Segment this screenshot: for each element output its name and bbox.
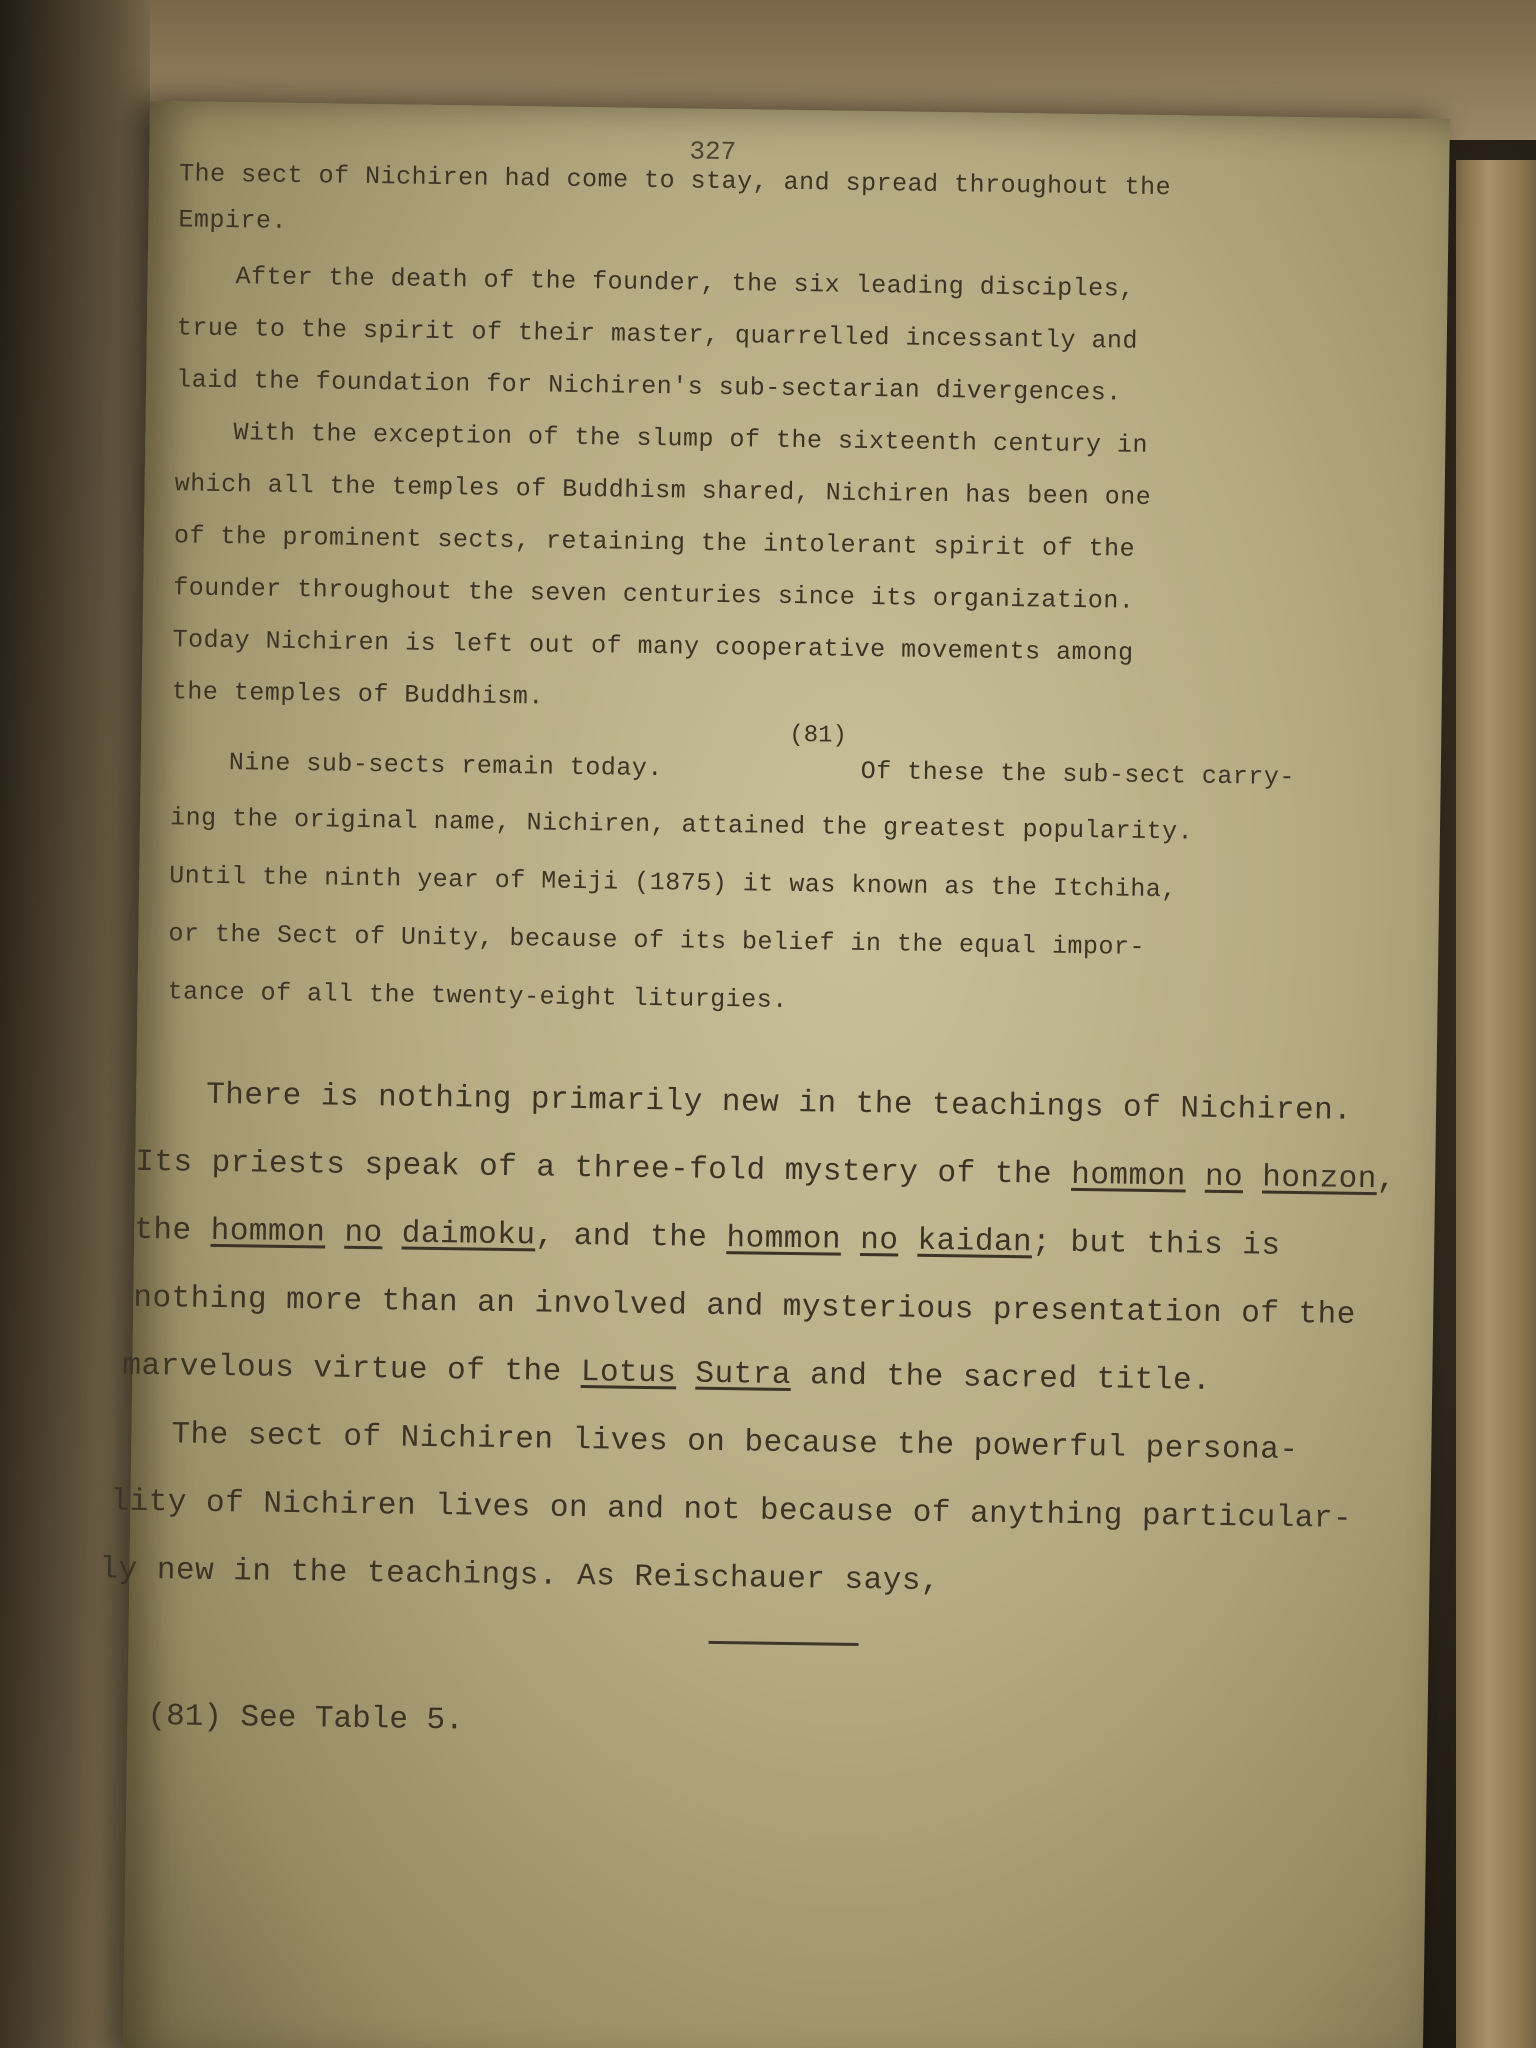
document-page: [99, 101, 1450, 2048]
text-line: [134, 1213, 1281, 1264]
footnote-reference: (81): [789, 721, 848, 750]
text-line: Today Nichiren is left out of many cooperative movements among: [172, 625, 1134, 668]
text-line: After the death of the founder, the six leading disciples,: [235, 262, 1135, 304]
text-span: the: [134, 1212, 211, 1249]
footnote-divider: [709, 1641, 859, 1646]
underlined-term: no: [1204, 1159, 1244, 1196]
text-line: Empire.: [178, 205, 288, 236]
text-line: ing the original name, Nichiren, attained the greatest popularity.: [169, 803, 1194, 847]
text-line: which all the temples of Buddhism shared, Nichiren has been one: [174, 469, 1152, 512]
underlined-term: daimoku: [401, 1216, 536, 1254]
text-span: ,: [1376, 1162, 1397, 1198]
text-line: ly new in the teachings. As Reischauer says,: [99, 1552, 941, 1600]
underlined-term: Lotus: [580, 1355, 677, 1392]
text-line: [229, 748, 663, 783]
text-line: The sect of Nichiren had come to stay, and spread throughout the: [178, 159, 1172, 203]
text-line: Of these the sub-sect carry-: [860, 756, 1296, 792]
text-line: the temples of Buddhism.: [171, 677, 545, 712]
footnote: (81) See Table 5.: [147, 1699, 464, 1739]
underlined-term: honzon: [1262, 1160, 1378, 1198]
underlined-term: hommon: [210, 1213, 326, 1251]
text-line: [122, 1349, 1211, 1399]
text-line: There is nothing primarily new in the teachings of Nichiren.: [205, 1077, 1353, 1129]
text-line: nothing more than an involved and mysterious presentation of the: [133, 1280, 1357, 1333]
text-line: or the Sect of Unity, because of its belief in the equal impor-: [168, 919, 1146, 962]
underlined-term: hommon: [726, 1221, 842, 1258]
text-span: marvelous virtue of the: [122, 1348, 582, 1391]
text-line: With the exception of the slump of the sixteenth century in: [233, 418, 1149, 460]
text-line: true to the spirit of their master, quarrelled incessantly and: [176, 313, 1139, 356]
underlined-term: Sutra: [695, 1356, 792, 1393]
text-line: lity of Nichiren lives on and not because of anything particular-: [110, 1484, 1353, 1537]
underlined-term: no: [344, 1215, 383, 1252]
underlined-term: hommon: [1070, 1157, 1187, 1195]
underlined-term: no: [859, 1222, 899, 1259]
text-line: [135, 1145, 1396, 1198]
book-edge: [1456, 160, 1536, 2048]
text-line: of the prominent sects, retaining the intolerant spirit of the: [173, 521, 1136, 564]
text-line: The sect of Nichiren lives on because the powerful persona-: [171, 1417, 1299, 1469]
page-number: 327: [689, 136, 737, 168]
text-line: founder throughout the seven centuries since its organization.: [173, 573, 1135, 616]
text-span: and the sacred title.: [790, 1357, 1212, 1399]
text-line: tance of all the twenty-eight liturgies.: [167, 977, 788, 1015]
text-span: , and the: [535, 1218, 727, 1257]
text-span: Its priests speak of a three-fold mystery of the: [134, 1144, 1072, 1193]
text-line: Until the ninth year of Meiji (1875) it was known as the Itchiha,: [169, 861, 1178, 905]
text-span: ; but this is: [1031, 1225, 1281, 1264]
underlined-term: kaidan: [917, 1223, 1033, 1261]
text-span: Nine sub-sects remain today.: [228, 748, 664, 784]
text-line: laid the foundation for Nichiren's sub-sectarian divergences.: [175, 365, 1122, 408]
